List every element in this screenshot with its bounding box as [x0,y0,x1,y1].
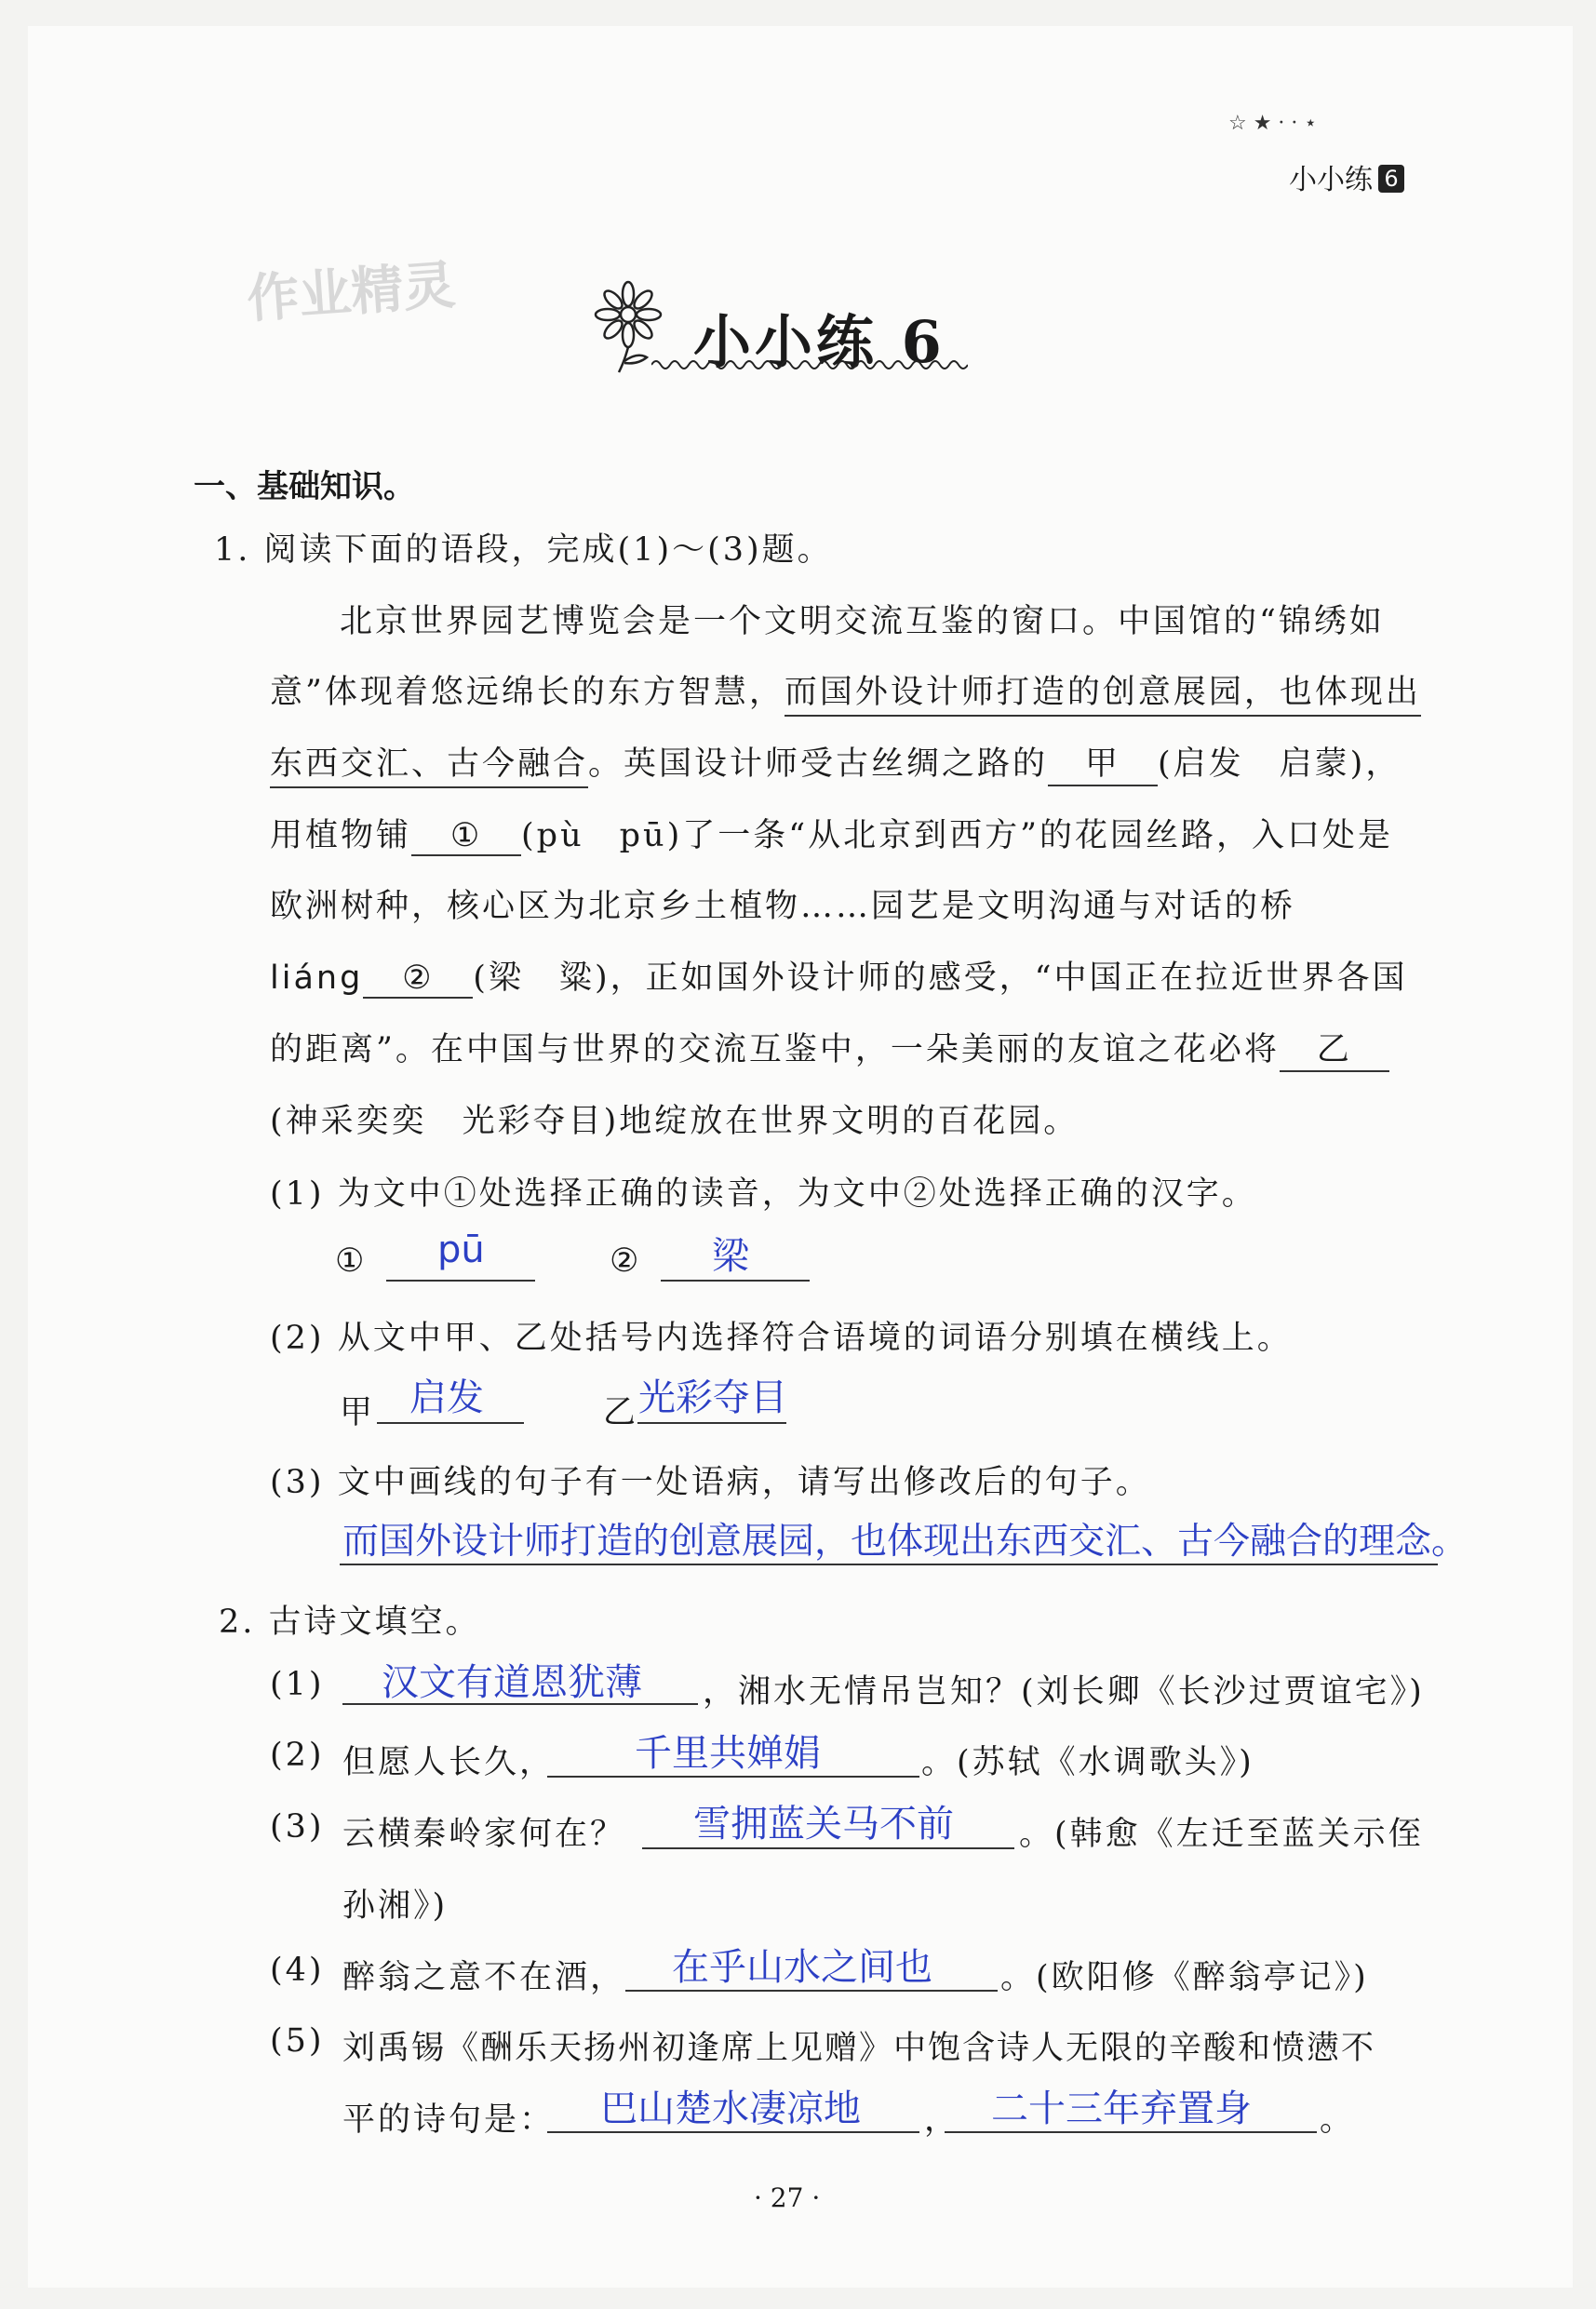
q2-item5-end: 。 [1320,2101,1356,2139]
passage-line-1: 北京世界园艺博览会是一个文明交流互鉴的窗口。中国馆的“锦绣如 [340,603,1385,640]
blank-yi: 乙 [1280,1024,1389,1072]
q2-item3-before: 云横秦岭家何在？ [342,1816,626,1853]
blank-jia: 甲 [1048,738,1158,786]
passage-line-8: (神采奕奕 光彩夺目)地绽放在世界文明的百花园。 [270,1103,1080,1140]
page-number: · 27 · [754,2182,821,2213]
header-text: 小小练 [1289,164,1373,196]
q1-stem: 1. 阅读下面的语段，完成(1)～(3)题。 [214,531,833,569]
sub1-marker-2: ② [610,1242,642,1280]
title-wavy-underline [651,357,968,376]
q2-item5-answer-a: 巴山楚水凄凉地 [600,2087,861,2130]
sub1-answer-line-1[interactable] [386,1280,535,1282]
section-heading: 一、基础知识。 [194,468,415,505]
sub3-prompt: (3) 文中画线的句子有一处语病，请写出修改后的句子。 [270,1464,1151,1501]
sub2-marker-yi: 乙 [603,1394,639,1431]
sub1-marker-1: ① [335,1242,368,1280]
sub2-marker-jia: 甲 [340,1394,376,1431]
header-badge: 6 [1378,165,1404,193]
sub1-answer-line-2[interactable] [661,1280,810,1282]
q2-item1-answer: 汉文有道恩犹薄 [382,1661,642,1704]
sub2-answer-line-jia[interactable] [377,1422,524,1424]
q2-item1-after: ，湘水无情吊岂知？(刘长卿《长沙过贾谊宅》) [703,1673,1425,1711]
watermark: 作业精灵 [245,255,458,330]
blank-1: ① [411,817,521,856]
underlined-sentence-part1: 而国外设计师打造的创意展园，也体现出 [785,674,1421,717]
passage-line-7: 的距离”。在中国与世界的交流互鉴中，一朵美丽的友谊之花必将 乙 [270,1024,1389,1072]
q2-item2-num: (2) [270,1737,325,1774]
header-label [1289,156,1404,197]
q2-item5-line2: 平的诗句是： [342,2101,556,2139]
sub1-answer-2: 梁 [712,1235,749,1278]
q2-item5-sep: ， [924,2101,960,2139]
sub2-prompt: (2) 从文中甲、乙处括号内选择符合语境的词语分别填在横线上。 [270,1320,1293,1357]
page-title: 小小练 6 [693,308,946,376]
blank-2: ② [363,960,473,999]
sub2-answer-yi: 光彩夺目 [638,1376,787,1419]
q2-item5-before: 刘禹锡《酬乐天扬州初逢席上见赠》中饱含诗人无限的辛酸和愤懑不 [342,2030,1376,2067]
q2-item3-after2: 孙湘》) [342,1887,449,1925]
q2-stem: 2. 古诗文填空。 [219,1604,481,1641]
passage-line-2: 意”体现着悠远绵长的东方智慧，而国外设计师打造的创意展园，也体现出 [270,666,1421,713]
q2-item3-num: (3) [270,1808,325,1846]
q2-item3-line[interactable] [642,1847,1014,1849]
q2-item3-answer: 雪拥蓝关马不前 [693,1803,954,1846]
passage-line-4: 用植物铺 ① (pù pū)了一条“从北京到西方”的花园丝路，入口处是 [270,817,1394,854]
sub1-prompt: (1) 为文中①处选择正确的读音，为文中②处选择正确的汉字。 [270,1175,1257,1213]
passage-line-5: 欧洲树种，核心区为北京乡土植物……园艺是文明沟通与对话的桥 [270,888,1296,925]
q2-item2-after: 。(苏轼《水调歌头》) [921,1744,1254,1781]
sub1-answer-1: pū [437,1228,485,1271]
sub2-answer-jia: 启发 [409,1376,484,1419]
header-stars-icon: ☆ ★ · · ⋆ [1228,112,1318,135]
sub3-answer: 而国外设计师打造的创意展园，也体现出东西交汇、古今融合的理念。 [342,1521,1469,1563]
q2-item5-num: (5) [270,2022,325,2060]
q2-item1-num: (1) [270,1666,325,1703]
underlined-sentence-part2: 东西交汇、古今融合 [270,745,588,788]
q2-item4-before: 醉翁之意不在酒， [342,1959,626,1996]
q2-item4-after: 。(欧阳修《醉翁亭记》) [1000,1959,1369,1996]
q2-item4-num: (4) [270,1952,325,1989]
q2-item2-before: 但愿人长久， [342,1744,556,1781]
q2-item3-after: 。(韩愈《左迁至蓝关示侄 [1019,1816,1424,1853]
q2-item5-answer-b: 二十三年弃置身 [991,2087,1252,2130]
passage-line-6: liáng ② (梁 粱)，正如国外设计师的感受，“中国正在拉近世界各国 [270,960,1408,997]
q2-item4-answer: 在乎山水之间也 [672,1946,932,1989]
sub2-answer-line-yi[interactable] [637,1422,786,1424]
q2-item2-answer: 千里共婵娟 [635,1732,821,1775]
passage-line-3: 东西交汇、古今融合。英国设计师受古丝绸之路的 甲 (启发 启蒙)， [270,738,1401,786]
